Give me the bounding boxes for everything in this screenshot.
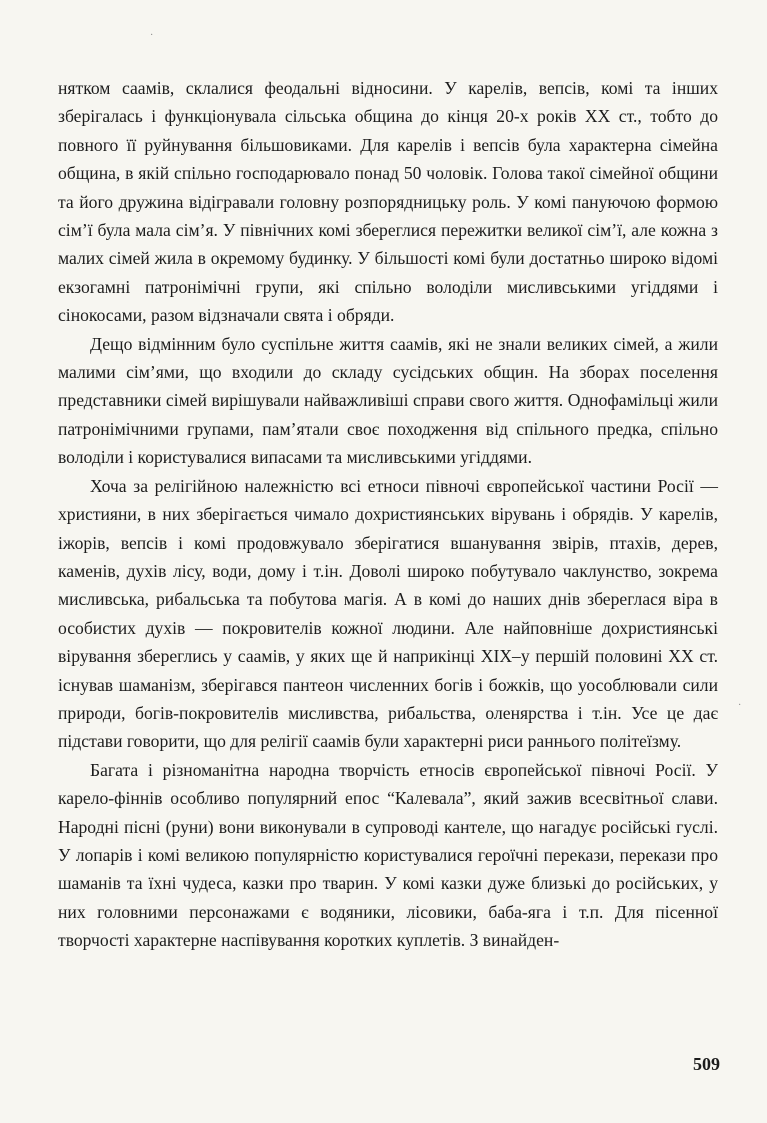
scan-speck: · (150, 30, 154, 41)
scan-speck: · (738, 700, 742, 711)
page-number: 509 (693, 1054, 720, 1074)
paragraph-4: Багата і різноманітна народна творчість етносів європейської півночі Росії. У карело-фіннів особливо популярний епос “Калевала”, який зажив всесвітньої слави. Народні пісні (руни) вони виконували в супроводі кантеле, що нагадує російські гуслі. У лопарів і комі великою популярністю користувалися героїчні перекази, перекази про шаманів та їхні чудеса, казки про тварин. У комі казки дуже близькі до російських, у них головними персонажами є водяники, лісовики, баба-яга і т.п. Для пісенної творчості характерне наспівування коротких куплетів. З винайден- (58, 759, 718, 951)
paragraph-3: Хоча за релігійною належністю всі етноси півночі європейської частини Росії — християни, в них зберігається чимало дохристиянських вірувань і обрядів. У карелів, іжорів, вепсів і комі продовжувало зберігатися вшанування звірів, птахів, дерев, каменів, духів лісу, води, дому і т.ін. Доволі широко побутувало чаклунство, зокрема мисливська, рибальська та побутова магія. А в комі до наших днів збереглася віра в особистих духів — покровителів кожної людини. Але найповніше дохристиянські вірування збереглись у саамів, у яких ще й наприкінці XIX–у першій половині XX ст. існував шаманізм, зберігався пантеон численних богів і божків, що уособлювали сили природи, богів-покровителів мисливства, рибальства, оленярства і т.ін. Усе це дає підстави говорити, що для релігії саамів були характерні риси раннього політеїзму. (58, 475, 718, 752)
page-body (58, 74, 718, 955)
paragraph-2: Дещо відмінним було суспільне життя саамів, які не знали великих сімей, а жили малими сім’ями, що входили до складу сусідських общин. На зборах поселення представники сімей вирішували найважливіші справи свого життя. Однофамільці жили патронімічними групами, пам’ятали своє походження від спільного предка, спільно володіли і користувалися випасами та мисливськими угіддями. (58, 333, 718, 468)
paragraph-1: нятком саамів, склалися феодальні відносини. У карелів, вепсів, комі та інших зберігалась і функціонувала сільська община до кінця 20-х років XX ст., тобто до повного її руйнування більшовиками. Для карелів і вепсів була характерна сімейна община, в якій спільно господарювало понад 50 чоловік. Голова такої сімейної общини та його дружина відігравали головну розпорядницьку роль. У комі пануючою формою сім’ї була мала сім’я. У північних комі збереглися пережитки великої сім’ї, але кожна з малих сімей жила в окремому будинку. У більшості комі були достатньо широко відомі екзогамні патронімічні групи, які спільно володіли мисливськими угіддями і сінокосами, разом відзначали свята і обряди. (58, 78, 718, 326)
